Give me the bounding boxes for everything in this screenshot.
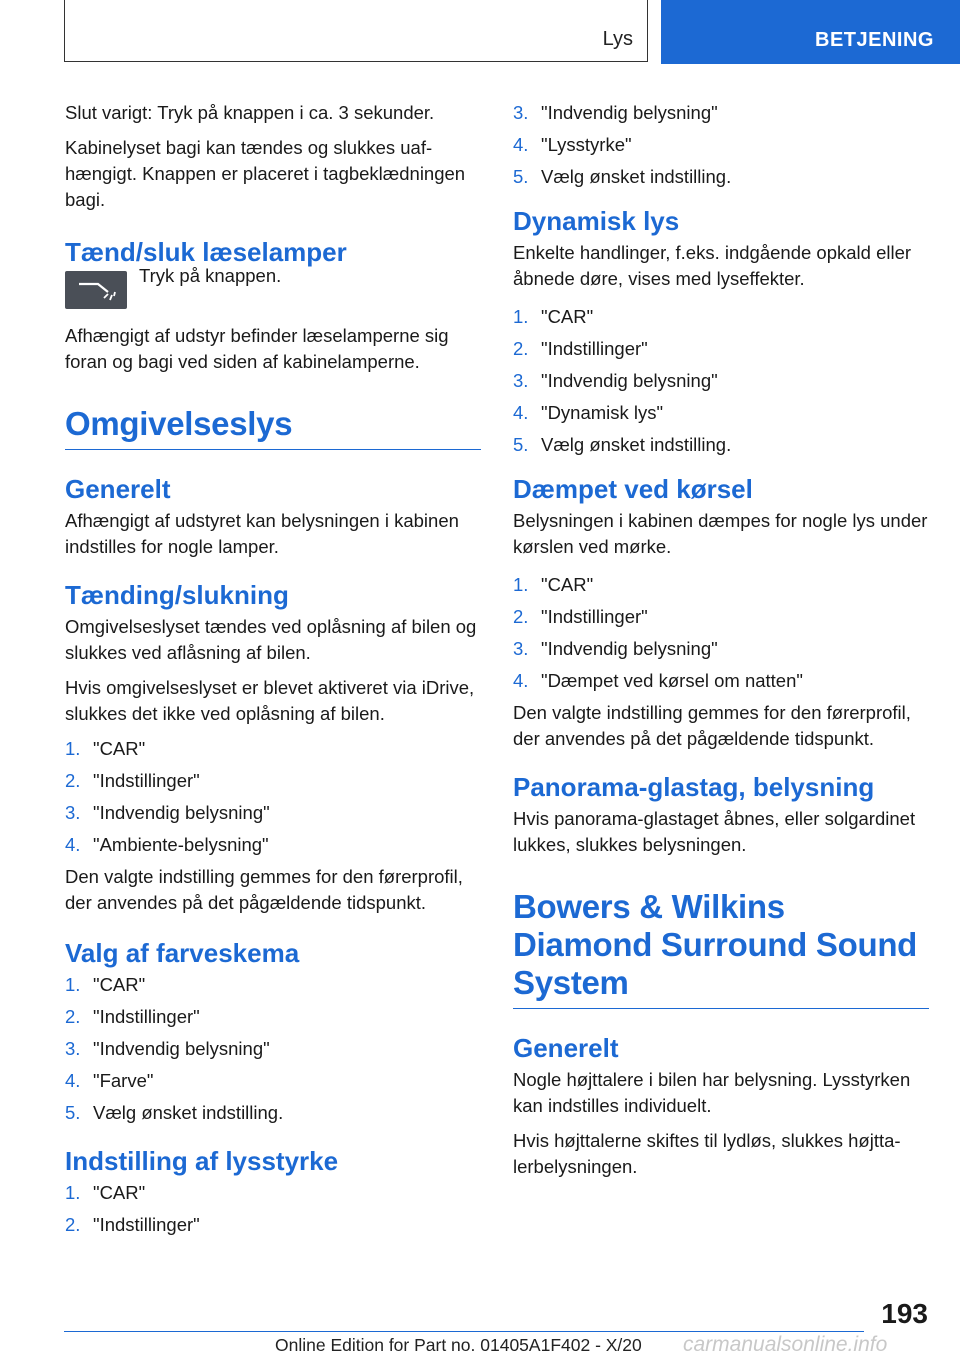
step-text: Vælg ønsket indstilling.	[93, 1102, 284, 1123]
list-item	[65, 1004, 481, 1030]
panorama-text: Hvis panorama-glastaget åbnes, eller solgardinet lukkes, slukkes belysningen.	[513, 808, 916, 855]
list-item	[513, 400, 929, 426]
ambient-light-section-title	[65, 405, 481, 450]
step-text: "Indstillinger"	[93, 1006, 200, 1027]
step-number: 4.	[513, 402, 529, 423]
step-text: "Indstillinger"	[541, 606, 648, 627]
step-number: 1.	[65, 738, 81, 759]
reading-lamp-instruction: Tryk på knappen.	[139, 265, 282, 286]
reading-lamp-button-row	[65, 265, 481, 309]
step-text: "Indvendig belysning"	[541, 638, 718, 659]
footer-edition: Online Edition for Part no. 01405A1F402 - X/20	[275, 1335, 642, 1355]
dimmed-driving-steps	[513, 572, 929, 694]
step-number: 3.	[513, 370, 529, 391]
list-item	[65, 1100, 481, 1126]
bw-text-1: Nogle højttalere i bilen har belysning. Lysstyrken kan indstilles individuelt.	[513, 1069, 911, 1116]
step-text: "CAR"	[93, 974, 146, 995]
list-item	[513, 636, 929, 662]
step-number: 3.	[513, 102, 529, 123]
step-number: 2.	[513, 606, 529, 627]
list-item	[513, 572, 929, 598]
header-box	[64, 0, 648, 62]
list-item	[513, 336, 929, 362]
step-number: 1.	[65, 1182, 81, 1203]
onoff-steps	[65, 736, 481, 858]
list-item	[65, 800, 481, 826]
header-chapter-tab[interactable]: BETJENING	[661, 0, 960, 64]
general-text: Afhængigt af udstyret kan belysningen i kabinen indstilles for nogle lamper.	[65, 510, 459, 557]
step-text: "CAR"	[93, 1182, 146, 1203]
step-number: 3.	[513, 638, 529, 659]
list-item	[65, 1212, 481, 1238]
header-topic: Lys	[602, 28, 633, 50]
dynamic-light-text: Enkelte handlinger, f.eks. indgående opkald eller åbnede døre, vises med lyseffekter.	[513, 242, 912, 289]
brightness-heading: Indstilling af lysstyrke	[65, 1146, 339, 1176]
color-scheme-heading: Valg af farveskema	[65, 938, 300, 968]
general-heading: Generelt	[65, 474, 171, 504]
step-number: 3.	[65, 1038, 81, 1059]
dynamic-light-heading: Dynamisk lys	[513, 206, 680, 236]
list-item	[65, 736, 481, 762]
step-text: "Indvendig belysning"	[541, 370, 718, 391]
step-number: 5.	[513, 166, 529, 187]
onoff-heading: Tænding/slukning	[65, 580, 289, 610]
step-text: "Indvendig belysning"	[541, 102, 718, 123]
step-number: 5.	[513, 434, 529, 455]
list-item	[513, 304, 929, 330]
onoff-text-2: Hvis omgivelseslyset er blevet aktiveret via iDrive, slukkes det ikke ved oplåsning af bilen.	[65, 677, 475, 724]
step-text: "Lysstyrke"	[541, 134, 632, 155]
list-item	[513, 164, 929, 190]
footer-divider	[64, 1331, 864, 1332]
step-text: "Indstillinger"	[541, 338, 648, 359]
step-number: 1.	[65, 974, 81, 995]
dynamic-light-steps	[513, 304, 929, 458]
step-text: Vælg ønsket indstilling.	[541, 166, 732, 187]
color-scheme-steps	[65, 972, 481, 1126]
step-number: 4.	[65, 834, 81, 855]
bw-text-2: Hvis højttalerne skiftes til lydløs, slukkes højttalerbelysningen.	[513, 1130, 901, 1177]
step-text: "Indvendig belysning"	[93, 802, 270, 823]
step-number: 1.	[513, 306, 529, 327]
brightness-steps-continued	[513, 100, 929, 190]
list-item	[65, 832, 481, 858]
bw-section-title	[513, 888, 929, 1009]
footer-watermark: carmanualsonline.info	[683, 1333, 888, 1356]
step-number: 2.	[65, 1006, 81, 1027]
reading-lamp-icon	[65, 271, 127, 309]
step-number: 2.	[513, 338, 529, 359]
list-item	[65, 1180, 481, 1206]
ambient-light-heading: Omgivelseslys	[65, 405, 293, 442]
list-item	[513, 368, 929, 394]
reading-lamps-text: Afhængigt af udstyr befinder læselamperne sig foran og bagi ved siden af kabinelamperne.	[65, 325, 449, 372]
list-item	[65, 768, 481, 794]
onoff-text-3: Den valgte indstilling gemmes for den førerprofil, der anvendes på det pågældende tidspunkt.	[65, 866, 463, 913]
step-text: "CAR"	[541, 574, 594, 595]
dimmed-driving-text-2: Den valgte indstilling gemmes for den førerprofil, der anvendes på det pågældende tidspunkt.	[513, 702, 911, 749]
step-text: Vælg ønsket indstilling.	[541, 434, 732, 455]
page-number: 193	[881, 1298, 928, 1329]
step-number: 2.	[65, 770, 81, 791]
dimmed-driving-text: Belysningen i kabinen dæmpes for nogle lys under kørslen ved mørke.	[513, 510, 928, 557]
onoff-text-1: Omgivelseslyset tændes ved oplåsning af bilen og slukkes ved aflåsning af bilen.	[65, 616, 477, 663]
panorama-heading: Panorama-glastag, belysning	[513, 772, 875, 802]
list-item	[513, 432, 929, 458]
intro-text-2: Kabinelyset bagi kan tændes og slukkes uafhængigt. Knappen er placeret i tagbeklædningen bagi.	[65, 137, 466, 210]
reading-lamps-heading: Tænd/sluk læselamper	[65, 237, 347, 267]
step-number: 4.	[513, 134, 529, 155]
dimmed-driving-heading: Dæmpet ved kørsel	[513, 474, 753, 504]
list-item	[65, 972, 481, 998]
left-column	[65, 100, 481, 1244]
step-number: 1.	[513, 574, 529, 595]
step-text: "Indvendig belysning"	[93, 1038, 270, 1059]
list-item	[513, 668, 929, 694]
step-text: "CAR"	[93, 738, 146, 759]
list-item	[513, 604, 929, 630]
step-text: "Dynamisk lys"	[541, 402, 664, 423]
step-text: "CAR"	[541, 306, 594, 327]
right-column	[513, 100, 929, 1189]
bw-heading: Bowers & Wilkins Diamond Surround Sound System	[513, 888, 918, 1001]
step-text: "Dæmpet ved kørsel om natten"	[541, 670, 803, 691]
list-item	[513, 132, 929, 158]
step-text: "Indstillinger"	[93, 770, 200, 791]
step-text: "Ambiente-belysning"	[93, 834, 269, 855]
list-item	[65, 1068, 481, 1094]
brightness-steps	[65, 1180, 481, 1238]
list-item	[65, 1036, 481, 1062]
intro-text-1: Slut varigt: Tryk på knappen i ca. 3 sekunder.	[65, 102, 435, 123]
step-number: 2.	[65, 1214, 81, 1235]
step-number: 5.	[65, 1102, 81, 1123]
bw-general-heading: Generelt	[513, 1033, 619, 1063]
step-text: "Farve"	[93, 1070, 154, 1091]
step-number: 3.	[65, 802, 81, 823]
step-text: "Indstillinger"	[93, 1214, 200, 1235]
step-number: 4.	[513, 670, 529, 691]
list-item	[513, 100, 929, 126]
step-number: 4.	[65, 1070, 81, 1091]
